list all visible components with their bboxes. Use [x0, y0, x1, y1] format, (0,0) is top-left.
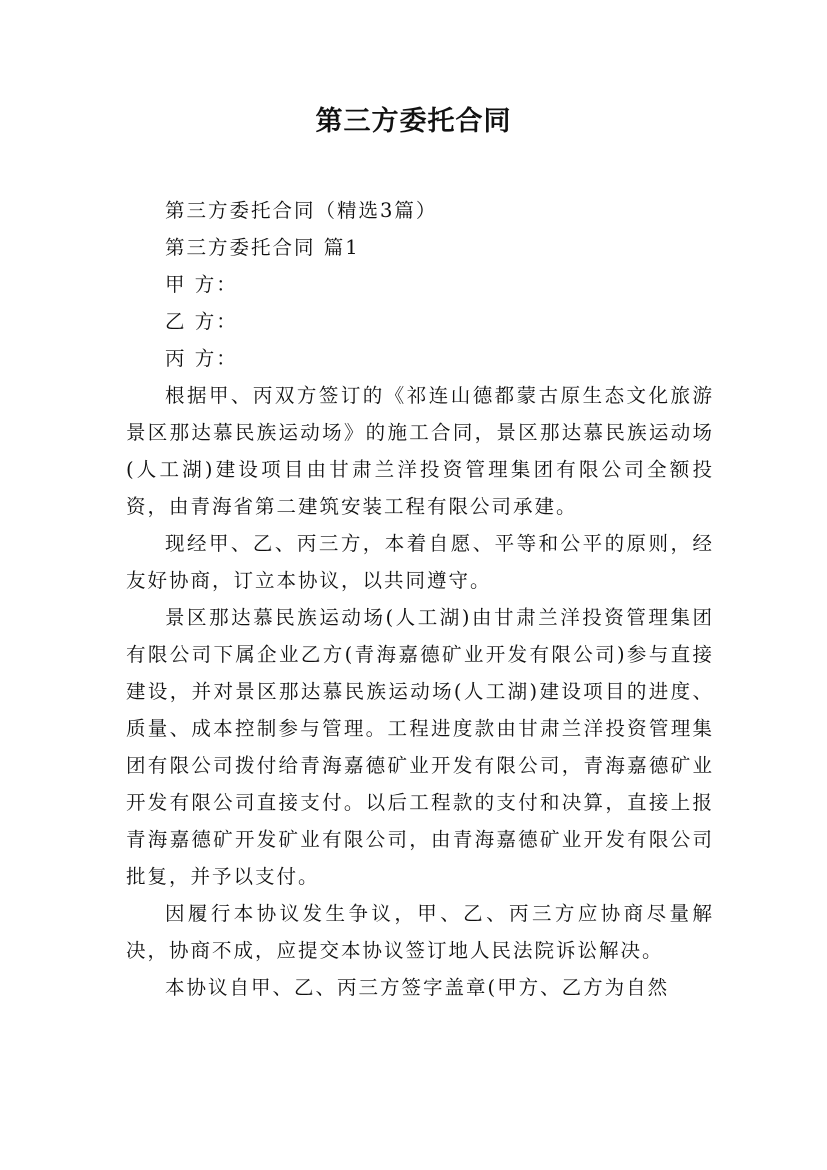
- paragraph-construction: 景区那达慕民族运动场(人工湖)由甘肃兰洋投资管理集团有限公司下属企业乙方(青海嘉德矿业开发有限公司)参与直接建设，并对景区那达慕民族运动场(人工湖)建设项目的进度、质量、成本控制参与管理。工程进度款由甘肃兰洋投资管理集团有限公司拨付给青海嘉德矿业开发有限公司，青海嘉德矿业开发有限公司直接支付。以后工程款的支付和决算，直接上报青海嘉德矿开发矿业有限公司，由青海嘉德矿业开发有限公司批复，并予以支付。: [126, 606, 714, 888]
- paragraph-section-heading: 第三方委托合同 篇1: [165, 236, 360, 259]
- document-title: 第三方委托合同: [315, 106, 512, 137]
- paragraph-dispute: 因履行本协议发生争议，甲、乙、丙三方应协商尽量解决，协商不成，应提交本协议签订地人民法院诉讼解决。: [126, 902, 714, 962]
- paragraph-subtitle: 第三方委托合同（精选3篇）: [165, 199, 438, 222]
- document-body: [126, 192, 714, 1006]
- paragraph-party-a: 甲 方：: [165, 273, 238, 296]
- paragraph-party-b: 乙 方：: [165, 310, 238, 333]
- paragraph-background: 根据甲、丙双方签订的《祁连山德都蒙古原生态文化旅游景区那达慕民族运动场》的施工合同，景区那达慕民族运动场(人工湖)建设项目由甘肃兰洋投资管理集团有限公司全额投资，由青海省第二建筑安装工程有限公司承建。: [126, 384, 714, 518]
- paragraph-effective: 本协议自甲、乙、丙三方签字盖章(甲方、乙方为自然: [165, 976, 670, 999]
- paragraph-principle: 现经甲、乙、丙三方，本着自愿、平等和公平的原则，经友好协商，订立本协议，以共同遵守。: [126, 532, 714, 592]
- paragraph-party-c: 丙 方：: [165, 347, 238, 370]
